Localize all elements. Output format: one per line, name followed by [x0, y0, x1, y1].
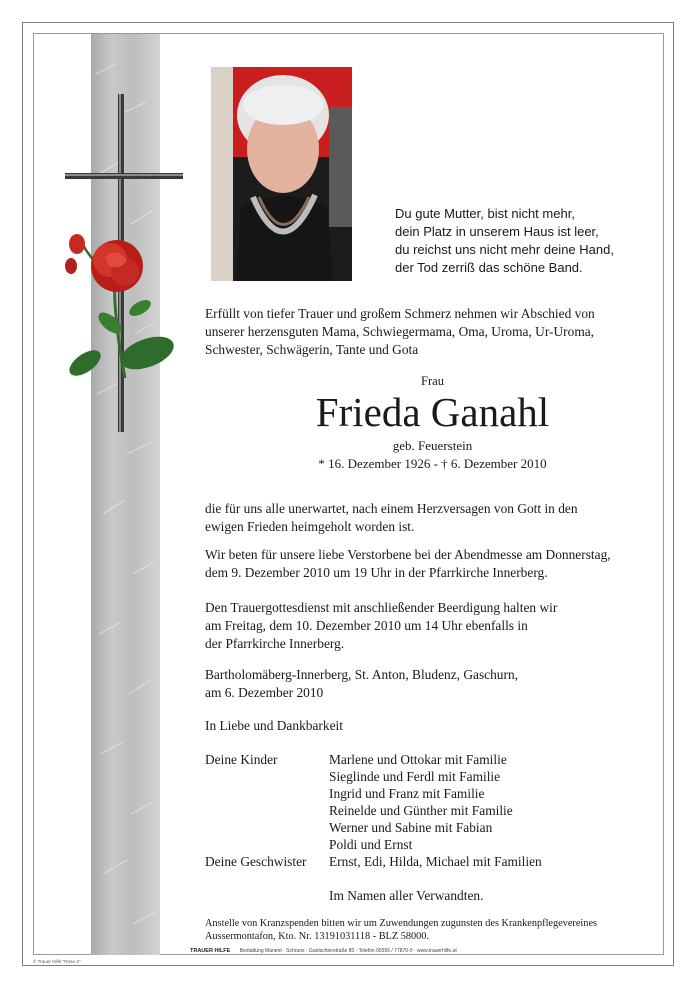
maiden-name: geb. Feuerstein: [392, 438, 473, 453]
paragraph-place-date: [205, 666, 675, 702]
intro-line: Schwester, Schwägerin, Tante und Gota: [205, 342, 419, 357]
paragraph-line: dem 9. Dezember 2010 um 19 Uhr in der Pfarrkirche Innerberg.: [205, 565, 548, 580]
cross-with-rose: [55, 88, 185, 438]
paragraph-line: Bartholomäberg-Innerberg, St. Anton, Bludenz, Gaschurn,: [205, 667, 519, 682]
paragraph-line: Den Trauergottesdienst mit anschließender Beerdigung halten wir: [205, 600, 558, 615]
note-line: Anstelle von Kranzspenden bitten wir um Zuwendungen zugunsten des Krankenpflegevereines: [205, 918, 598, 929]
footer-contact: Bestattung Manent · Schruns · Gantschierstraße 80 · Telefon 05556 / 77870-0 · www.trauerhilfe.at: [239, 948, 457, 954]
poem-line: du reichst uns nicht mehr deine Hand,: [395, 242, 614, 257]
note-line: Aussermontafon, Kto. Nr. 13191031118 - BLZ 58000.: [205, 931, 430, 942]
child-entry: Reinelde und Günther mit Familie: [329, 803, 513, 818]
paragraph-line: die für uns alle unerwartet, nach einem Herzversagen von Gott in den: [205, 501, 578, 516]
paragraph-line: Wir beten für unsere liebe Verstorbene bei der Abendmesse am Donnerstag,: [205, 547, 611, 562]
paragraph-line: In Liebe und Dankbarkeit: [205, 718, 343, 733]
siblings-row: [205, 853, 675, 870]
children-label: Deine Kinder: [205, 752, 278, 767]
poem-line: der Tod zerriß das schöne Band.: [395, 260, 583, 275]
child-entry: Werner und Sabine mit Fabian: [329, 820, 493, 835]
footer: [190, 948, 457, 954]
paragraph-line: am 6. Dezember 2010: [205, 685, 324, 700]
closing-line: Im Namen aller Verwandten.: [329, 888, 484, 903]
child-entry: Poldi und Ernst: [329, 837, 413, 852]
children-row: [205, 751, 675, 768]
paragraph-line: der Pfarrkirche Innerberg.: [205, 636, 345, 651]
deceased-name: Frieda Ganahl: [315, 389, 550, 435]
intro-line: Erfüllt von tiefer Trauer und großem Schmerz nehmen wir Abschied von: [205, 306, 595, 321]
paragraph-gratitude: [205, 717, 675, 735]
child-entry: Ingrid und Franz mit Familie: [329, 786, 485, 801]
siblings-entry: Ernst, Edi, Hilda, Michael mit Familien: [329, 854, 542, 869]
poem: [395, 205, 665, 277]
paragraph-evening-mass: [205, 546, 675, 582]
template-credit: © Trauer Hilfe "Rose 4": [33, 959, 81, 964]
poem-line: Du gute Mutter, bist nicht mehr,: [395, 206, 575, 221]
intro-line: unserer herzensguten Mama, Schwiegermama, Oma, Uroma, Ur-Uroma,: [205, 324, 595, 339]
life-dates: * 16. Dezember 1926 - † 6. Dezember 2010: [318, 456, 547, 471]
portrait-photo: [211, 67, 352, 281]
paragraph-funeral: [205, 599, 675, 653]
paragraph-line: ewigen Frieden heimgeholt worden ist.: [205, 519, 415, 534]
signature-block: [205, 751, 675, 870]
child-entry: Marlene und Ottokar mit Familie: [329, 752, 507, 767]
donation-note: [205, 917, 660, 943]
siblings-label: Deine Geschwister: [205, 854, 307, 869]
salutation: Frau: [421, 374, 444, 388]
footer-brand: TRAUER HILFE: [190, 948, 231, 954]
poem-line: dein Platz in unserem Haus ist leer,: [395, 224, 599, 239]
child-entry: Sieglinde und Ferdl mit Familie: [329, 769, 501, 784]
birth-death-info: [205, 437, 660, 473]
paragraph-line: am Freitag, dem 10. Dezember 2010 um 14 Uhr ebenfalls in: [205, 618, 528, 633]
intro-text: [205, 305, 665, 359]
paragraph-passing: [205, 500, 675, 536]
